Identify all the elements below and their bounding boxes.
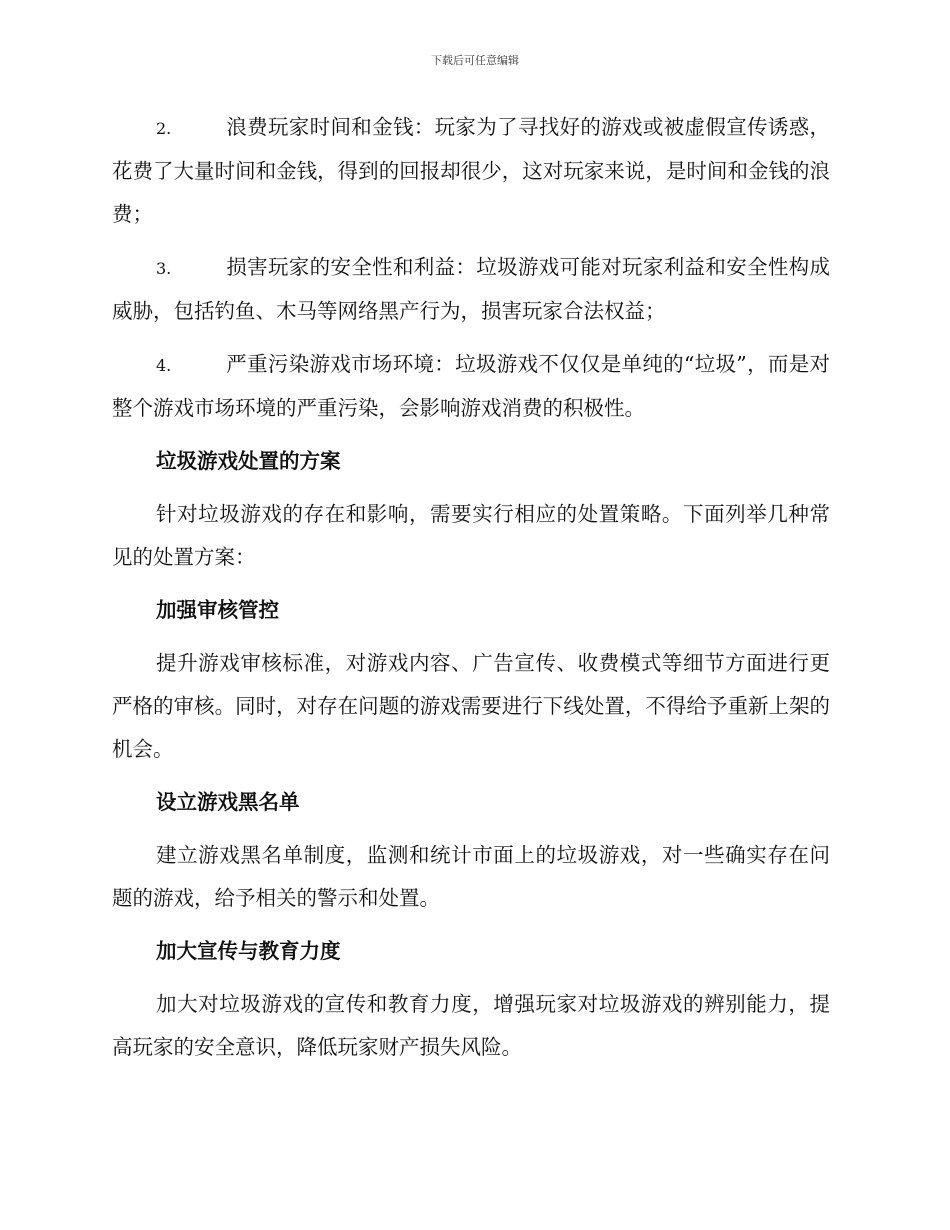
subsection-paragraph-blacklist: 建立游戏黑名单制度，监测和统计市面上的垃圾游戏，对一些确实存在问题的游戏，给予相关的警示和处置。 xyxy=(112,843,830,910)
list-item-number: 3. xyxy=(156,259,172,278)
subsection-heading-blacklist: 设立游戏黑名单 xyxy=(156,790,300,814)
page-header: 下载后可任意编辑 xyxy=(431,54,519,67)
list-item xyxy=(112,343,830,430)
list-item-number: 4. xyxy=(156,356,172,375)
subsection-paragraph-review: 提升游戏审核标准，对游戏内容、广告宣传、收费模式等细节方面进行更严格的审核。同时，对存在问题的游戏需要进行下线处置，不得给予重新上架的机会。 xyxy=(112,651,830,761)
subsection-heading-education: 加大宣传与教育力度 xyxy=(156,939,341,963)
list-item-text: 浪费玩家时间和金钱：玩家为了寻找好的游戏或被虚假宣传诱惑，花费了大量时间和金钱，得到的回报却很少，这对玩家来说，是时间和金钱的浪费； xyxy=(112,115,830,226)
subsection-paragraph-education: 加大对垃圾游戏的宣传和教育力度，增强玩家对垃圾游戏的辨别能力，提高玩家的安全意识，降低玩家财产损失风险。 xyxy=(112,992,830,1059)
list-item-number: 2. xyxy=(156,119,172,138)
section-intro-paragraph: 针对垃圾游戏的存在和影响，需要实行相应的处置策略。下面列举几种常见的处置方案： xyxy=(112,502,830,569)
section-heading: 垃圾游戏处置的方案 xyxy=(156,449,341,473)
list-item xyxy=(112,246,830,333)
list-item-text: 损害玩家的安全性和利益：垃圾游戏可能对玩家利益和安全性构成威胁，包括钓鱼、木马等网络黑产行为，损害玩家合法权益； xyxy=(112,255,830,323)
list-item-text: 严重污染游戏市场环境：垃圾游戏不仅仅是单纯的“垃圾”，而是对整个游戏市场环境的严重污染，会影响游戏消费的积极性。 xyxy=(112,352,830,420)
subsection-heading-review: 加强审核管控 xyxy=(156,598,279,622)
document-body xyxy=(112,106,830,1079)
list-item xyxy=(112,106,830,236)
